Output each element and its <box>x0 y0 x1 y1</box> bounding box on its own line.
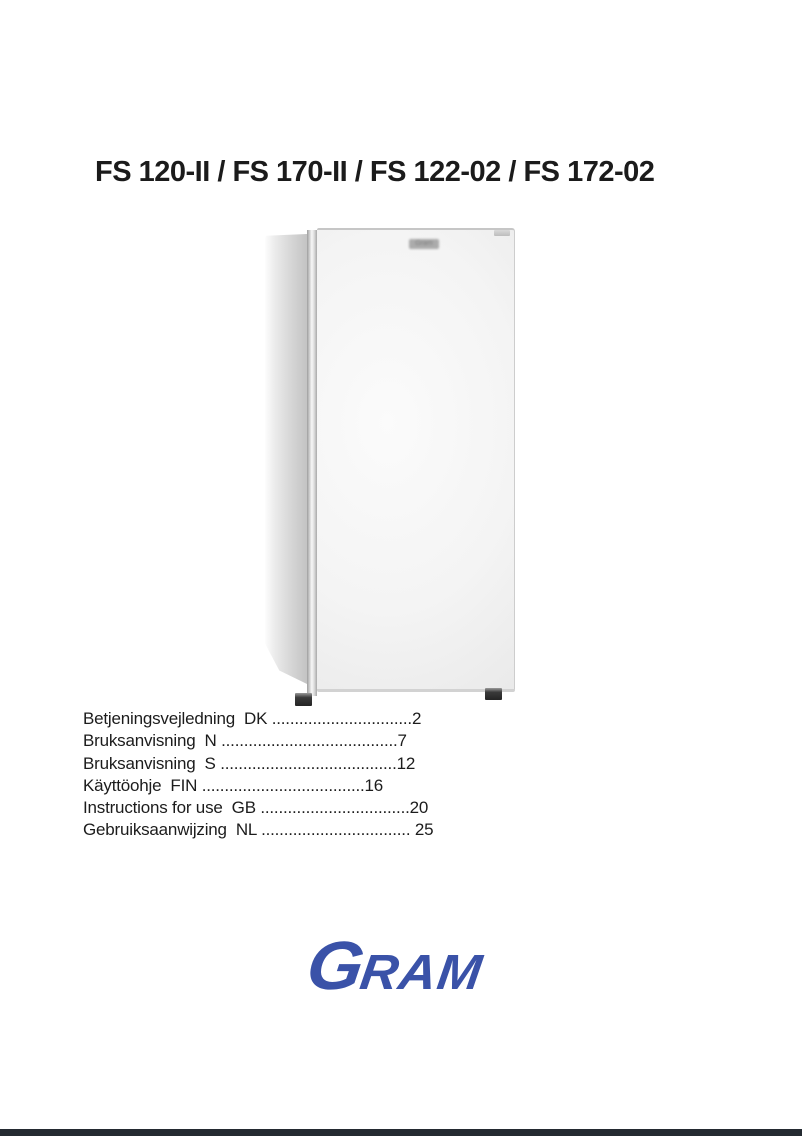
toc-entry-label: Betjeningsvejledning DK <box>83 709 272 728</box>
toc-entry-n <box>83 730 463 752</box>
table-of-contents <box>83 708 463 842</box>
toc-entry-nl <box>83 819 463 841</box>
freezer-door-gap <box>307 230 317 696</box>
freezer-side-panel <box>265 234 307 684</box>
toc-page-number: 12 <box>396 753 416 773</box>
toc-entry-label: Gebruiksaanwijzing NL <box>83 820 262 840</box>
toc-leader-dots: ....................................... <box>221 731 398 751</box>
freezer-product-image <box>265 224 515 706</box>
footer-bar <box>0 1129 802 1136</box>
toc-entry-label: Bruksanvisning N <box>83 731 222 751</box>
freezer-foot-right <box>485 688 502 700</box>
freezer-hinge <box>494 230 510 236</box>
gram-brand-logo <box>270 930 520 1010</box>
freezer-door <box>317 228 515 692</box>
toc-leader-dots: .................................... <box>201 775 365 795</box>
toc-entry-fin <box>83 775 463 797</box>
toc-page-number: 25 <box>410 820 434 840</box>
toc-page-number: 2 <box>411 709 422 728</box>
toc-page-number: 16 <box>364 775 384 795</box>
freezer-foot-left <box>295 693 312 706</box>
toc-entry-label: Bruksanvisning S <box>83 753 221 773</box>
toc-entry-label: Käyttöohje FIN <box>83 775 202 795</box>
toc-entry-gb <box>83 797 463 819</box>
freezer-door-logo: Gram <box>409 239 439 249</box>
toc-entry-dk <box>83 708 463 730</box>
toc-leader-dots: ....................................... <box>220 753 397 773</box>
gram-logo-text: GRAM <box>302 928 487 1005</box>
toc-leader-dots: ................................. <box>261 820 411 840</box>
toc-page-number: 20 <box>409 798 429 818</box>
toc-leader-dots: ............................... <box>271 709 412 728</box>
page-title: FS 120-II / FS 170-II / FS 122-02 / FS 172-02 <box>95 156 655 188</box>
toc-entry-s <box>83 753 463 775</box>
toc-page-number: 7 <box>397 731 407 751</box>
toc-entry-label: Instructions for use GB <box>83 798 261 818</box>
toc-leader-dots: ................................. <box>260 798 410 818</box>
